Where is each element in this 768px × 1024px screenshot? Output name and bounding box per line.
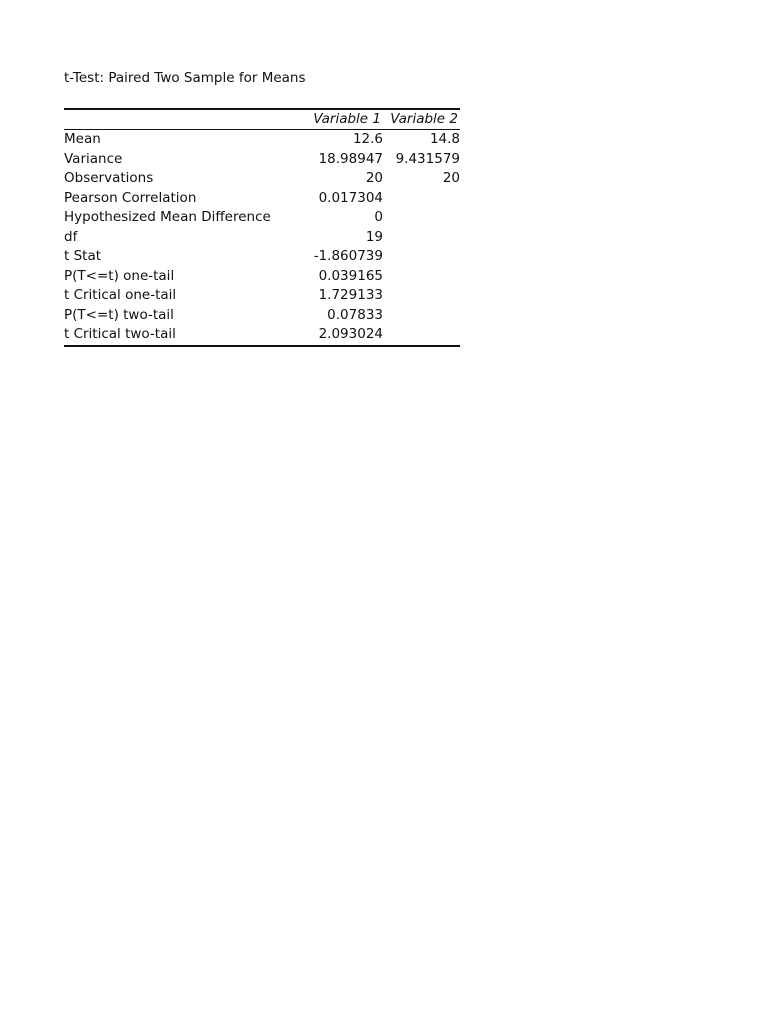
variable-1-value: 12.6 <box>352 131 383 147</box>
row-label: t Critical two-tail <box>64 325 299 346</box>
table-row <box>64 208 460 228</box>
table-row <box>64 228 460 248</box>
table-row <box>64 130 460 150</box>
row-label: t Stat <box>64 248 102 264</box>
row-label: df <box>64 228 78 245</box>
table-row <box>64 267 460 287</box>
row-label: Pearson Correlation <box>64 189 197 206</box>
variable-2-value: 20 <box>442 170 460 186</box>
variable-1-value: 0.039165 <box>318 267 383 284</box>
variable-2-value <box>383 228 460 248</box>
header-variable-1: Variable 1 <box>299 109 383 130</box>
table-row <box>64 306 460 326</box>
variable-2-value <box>383 306 460 326</box>
table-row <box>64 325 460 346</box>
variable-2-value <box>383 247 460 267</box>
variable-2-value <box>383 208 460 228</box>
variable-2-value <box>383 189 460 209</box>
table-row <box>64 150 460 170</box>
row-label: Variance <box>64 150 123 167</box>
variable-1-value: 18.98947 <box>318 150 383 167</box>
page-title: t-Test: Paired Two Sample for Means <box>64 70 306 86</box>
variable-2-value: 9.431579 <box>395 150 460 167</box>
variable-2-value: 14.8 <box>429 131 460 147</box>
variable-2-value <box>383 267 460 287</box>
variable-1-value: 0.07833 <box>327 306 383 323</box>
header-variable-2: Variable 2 <box>383 109 460 130</box>
row-label: P(T<=t) two-tail <box>64 306 174 323</box>
table-row <box>64 189 460 209</box>
variable-1-value: 1.729133 <box>318 287 383 303</box>
variable-1-value: -1.860739 <box>313 248 383 264</box>
table-row <box>64 286 460 306</box>
table-row <box>64 169 460 189</box>
row-label: Observations <box>64 170 154 186</box>
variable-1-value: 20 <box>365 170 383 186</box>
variable-1-value: 19 <box>365 228 383 245</box>
row-label: t Critical one-tail <box>64 287 177 303</box>
row-label: Hypothesized Mean Difference <box>64 209 271 225</box>
variable-2-value <box>383 325 460 346</box>
row-label: P(T<=t) one-tail <box>64 267 175 284</box>
variable-1-value: 0.017304 <box>318 189 383 206</box>
variable-1-value: 2.093024 <box>299 325 383 346</box>
variable-1-value: 0 <box>374 209 383 225</box>
table-row <box>64 247 460 267</box>
row-label: Mean <box>64 131 101 147</box>
header-label-cell <box>64 109 299 130</box>
ttest-results-table <box>64 108 460 347</box>
table-header-row <box>64 109 460 130</box>
variable-2-value <box>383 286 460 306</box>
